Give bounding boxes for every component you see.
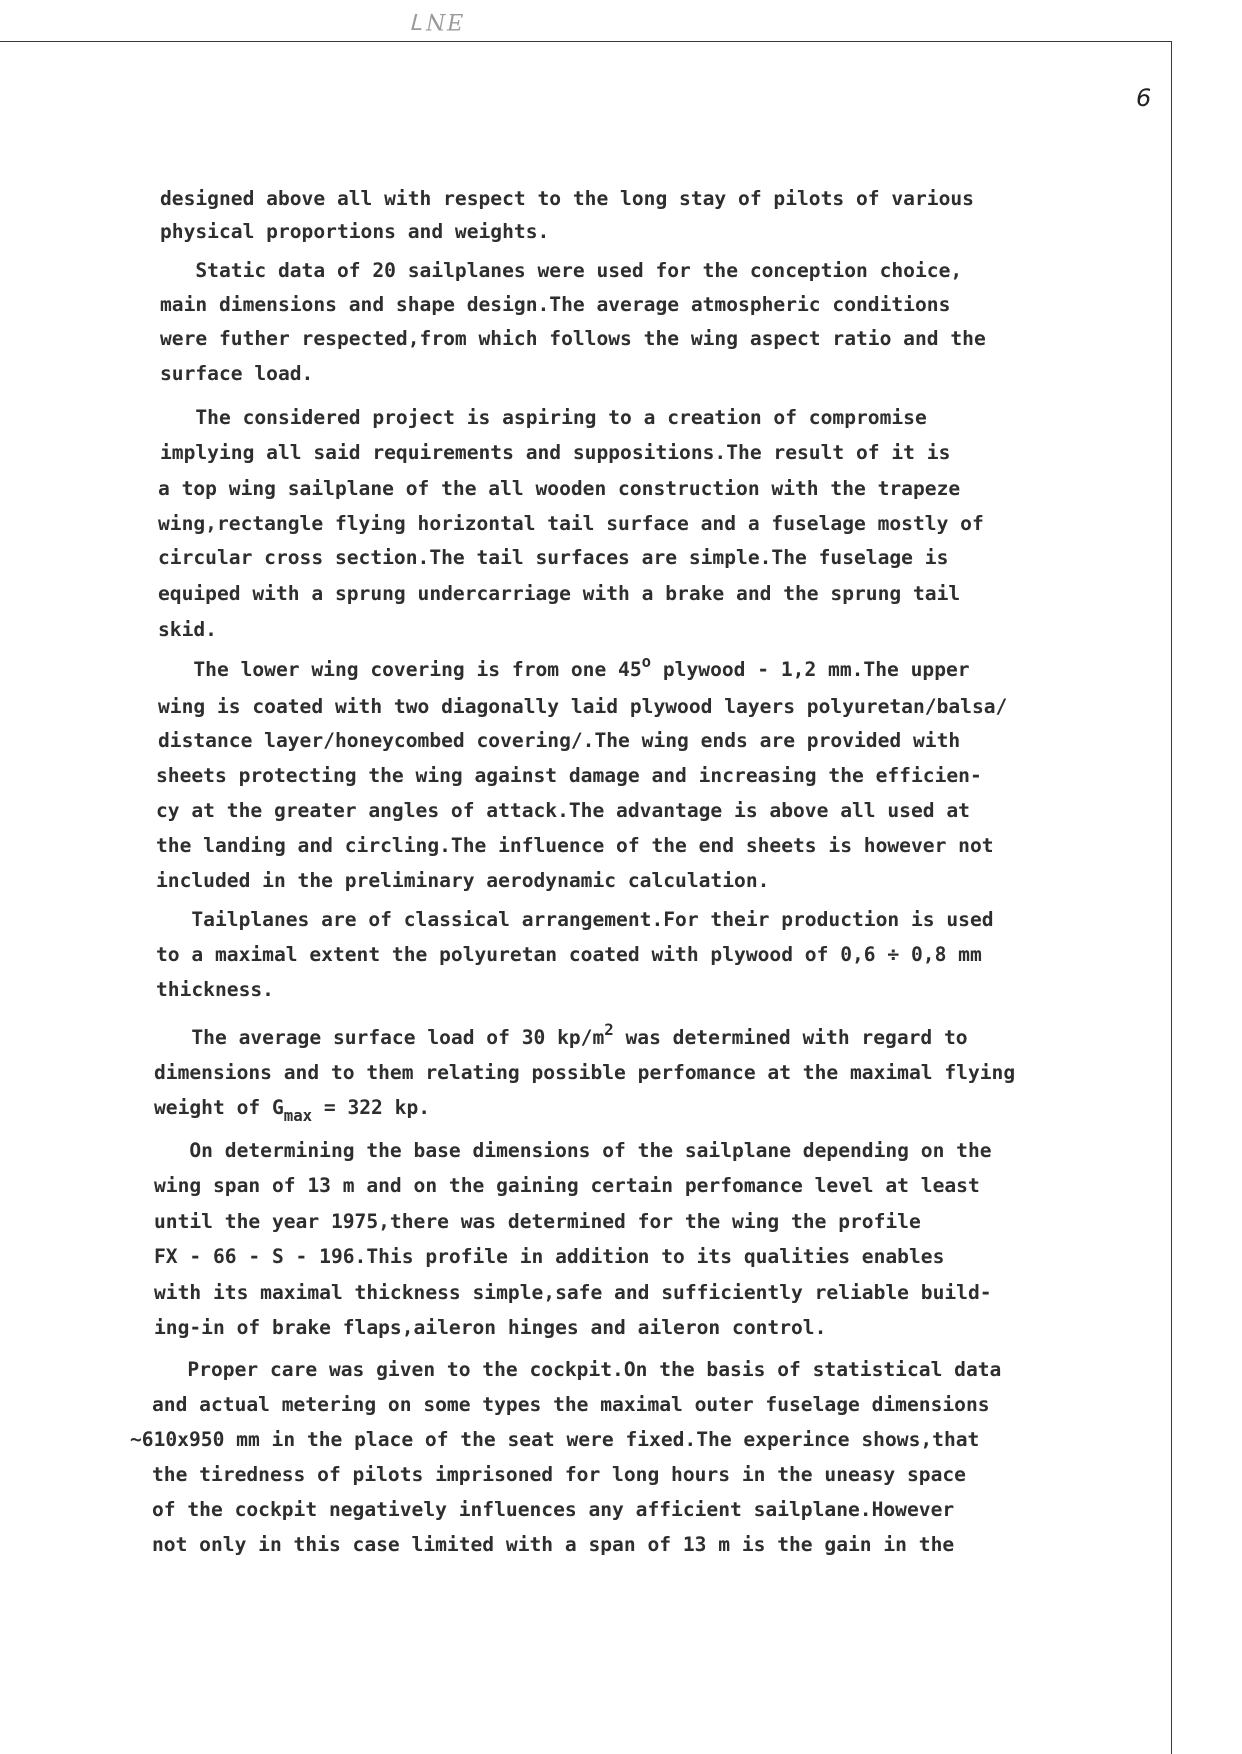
text-line bbox=[156, 1019, 968, 1049]
degree-superscript: o bbox=[641, 651, 652, 671]
text-line: skid. bbox=[158, 618, 217, 641]
text-line: equiped with a sprung undercarriage with a brake and the sprung tail bbox=[158, 582, 961, 605]
text-line: the landing and circling.The influence of the end sheets is however not bbox=[156, 834, 994, 857]
text-run: The lower wing covering is from one 45 bbox=[158, 658, 642, 681]
squared-superscript: 2 bbox=[604, 1019, 614, 1039]
text-line: to a maximal extent the polyuretan coated with plywood of 0,6 ÷ 0,8 mm bbox=[156, 943, 982, 966]
text-line: Tailplanes are of classical arrangement.For their production is used bbox=[156, 908, 994, 931]
text-line: circular cross section.The tail surfaces are simple.The fuselage is bbox=[158, 546, 949, 569]
text-line: On determining the base dimensions of the sailplane depending on the bbox=[154, 1139, 992, 1162]
page-number: 6 bbox=[1136, 84, 1152, 112]
text-line: distance layer/honeycombed covering/.The wing ends are provided with bbox=[158, 729, 961, 752]
text-line: physical proportions and weights. bbox=[160, 220, 550, 243]
text-line: the tiredness of pilots imprisoned for long hours in the uneasy space bbox=[152, 1463, 966, 1486]
text-line: main dimensions and shape design.The average atmospheric conditions bbox=[160, 293, 951, 316]
text-run: was determined with regard to bbox=[613, 1026, 968, 1049]
text-line: surface load. bbox=[160, 362, 314, 385]
text-line bbox=[154, 1096, 431, 1126]
text-run: The average surface load of 30 kp/m bbox=[156, 1026, 605, 1049]
gmax-subscript: max bbox=[283, 1106, 313, 1126]
text-line: cy at the greater angles of attack.The advantage is above all used at bbox=[156, 799, 970, 822]
text-line: wing is coated with two diagonally laid plywood layers polyuretan/balsa/ bbox=[158, 695, 1008, 718]
page-border-right bbox=[1171, 41, 1172, 1754]
text-line: dimensions and to them relating possible perfomance at the maximal flying bbox=[154, 1061, 1016, 1084]
text-line: ~610x950 mm in the place of the seat were fixed.The experince shows,that bbox=[130, 1428, 980, 1451]
text-line: The considered project is aspiring to a creation of compromise bbox=[160, 406, 927, 429]
text-line: with its maximal thickness simple,safe and sufficiently reliable build- bbox=[154, 1281, 992, 1304]
text-line: designed above all with respect to the long stay of pilots of various bbox=[160, 187, 974, 210]
text-line: were futher respected,from which follows the wing aspect ratio and the bbox=[160, 327, 986, 350]
text-line: wing span of 13 m and on the gaining certain perfomance level at least bbox=[154, 1174, 980, 1197]
handwritten-mark: ƎNꓶ bbox=[412, 8, 463, 33]
text-line: Static data of 20 sailplanes were used for the conception choice, bbox=[160, 259, 963, 282]
text-line bbox=[158, 651, 970, 681]
text-line: thickness. bbox=[156, 978, 274, 1001]
text-line: ing-in of brake flaps,aileron hinges and aileron control. bbox=[154, 1316, 827, 1339]
text-line: wing,rectangle flying horizontal tail surface and a fuselage mostly of bbox=[158, 512, 984, 535]
text-line: until the year 1975,there was determined for the wing the profile bbox=[154, 1210, 921, 1233]
text-line: Proper care was given to the cockpit.On the basis of statistical data bbox=[152, 1358, 1002, 1381]
text-line: implying all said requirements and suppositions.The result of it is bbox=[160, 441, 951, 464]
text-line: of the cockpit negatively influences any afficient sailplane.However bbox=[152, 1498, 955, 1521]
text-line: and actual metering on some types the maximal outer fuselage dimensions bbox=[152, 1393, 990, 1416]
text-run: = 322 kp. bbox=[312, 1096, 431, 1119]
page-border-top bbox=[0, 41, 1172, 42]
text-run: weight of G bbox=[154, 1096, 284, 1119]
text-line: not only in this case limited with a span of 13 m is the gain in the bbox=[152, 1533, 955, 1556]
text-run: plywood - 1,2 mm.The upper bbox=[651, 658, 970, 681]
text-line: FX - 66 - S - 196.This profile in addition to its qualities enables bbox=[154, 1245, 945, 1268]
text-line: included in the preliminary aerodynamic calculation. bbox=[156, 869, 770, 892]
text-line: a top wing sailplane of the all wooden construction with the trapeze bbox=[158, 477, 961, 500]
text-line: sheets protecting the wing against damage and increasing the efficien- bbox=[156, 764, 982, 787]
